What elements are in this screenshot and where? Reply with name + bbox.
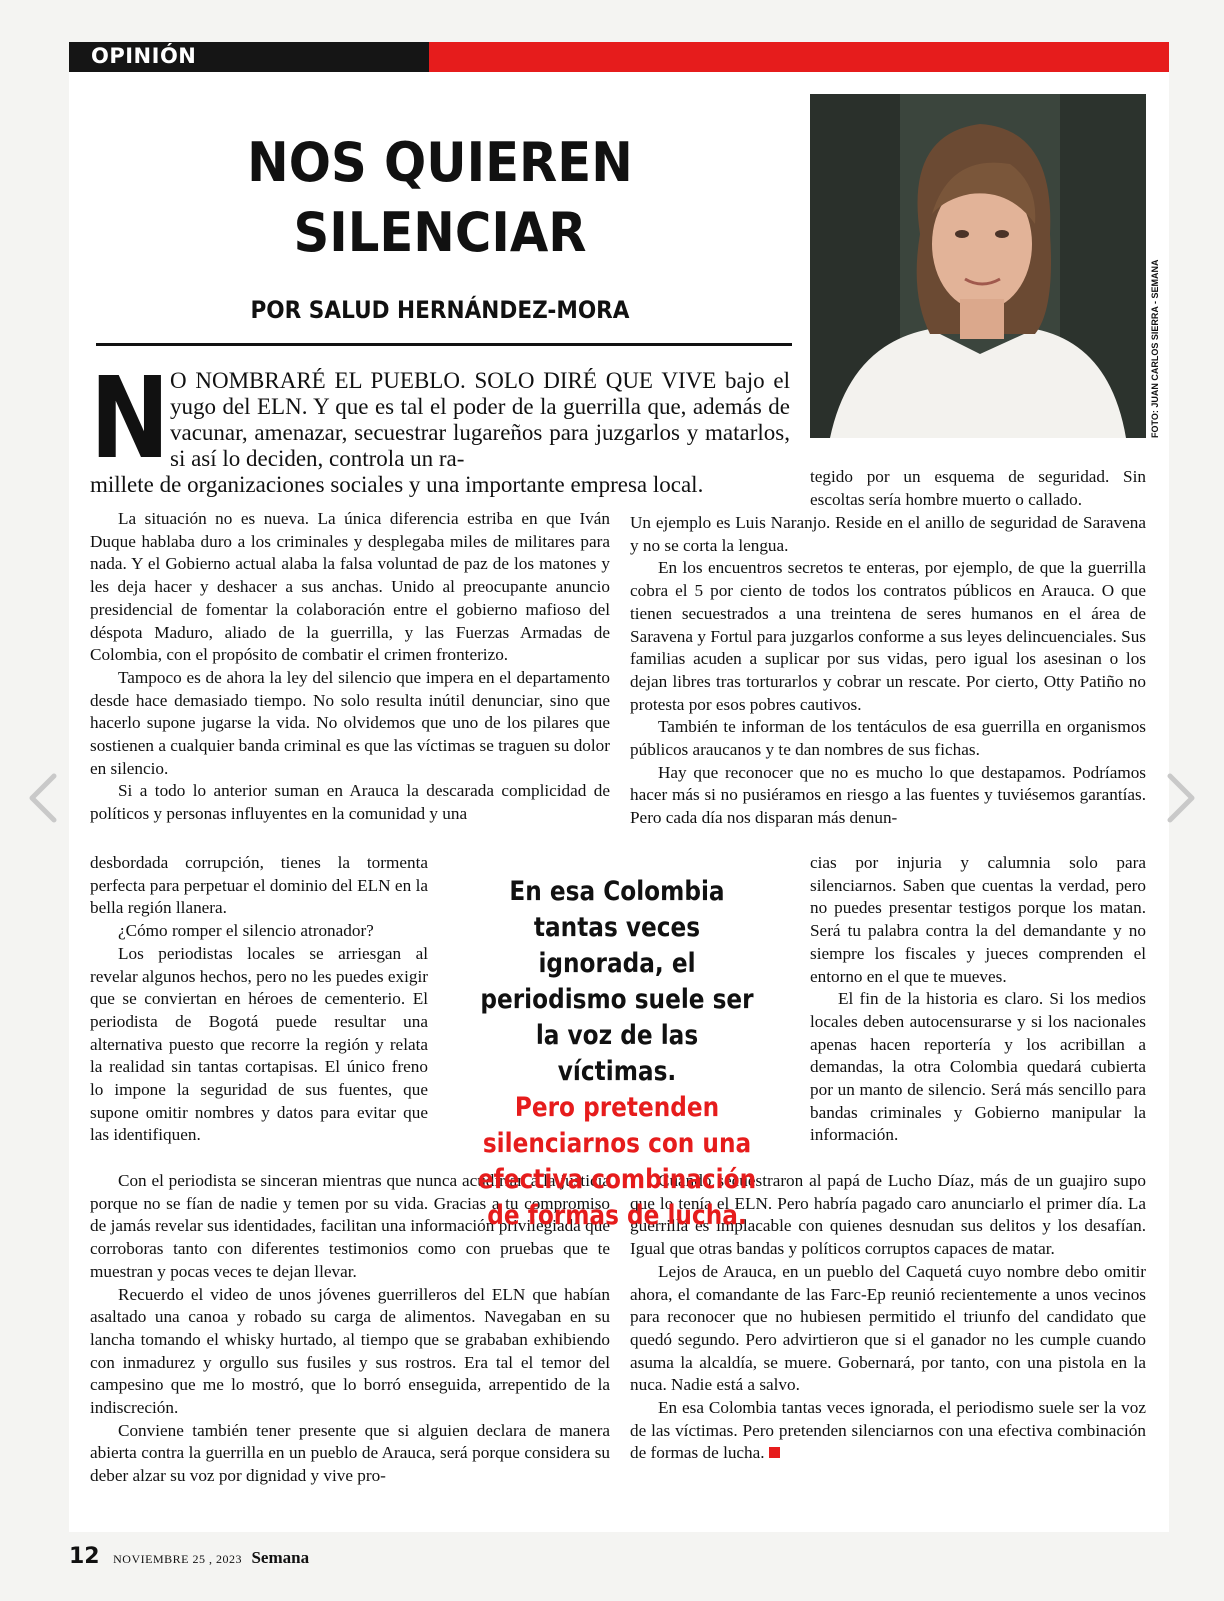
paragraph: Los periodistas locales se arriesgan al revelar algunos hechos, pero no les puedes exigir que se conviertan en héroes de cementerio. El periodista de Bogotá puede resultar una alternativa puesto que recorre la región y relata la realidad sin tantas cortapisas. El único freno lo impone la seguridad de sus fuentes, que supone omitir nombres y datos para evitar que las identifiquen. — [90, 943, 428, 1145]
pull-quote-black: En esa Colombia tantas veces ignorada, el periodismo suele ser la voz de las víctimas. — [480, 876, 754, 1087]
lead-rest: bajo el yugo del ELN. Y que es tal el poder de la guerrilla que, además de vacunar, amenazar, secuestrar lugareños para juzgarlos y matarlos, si así lo deciden, controla un ra- — [170, 368, 790, 471]
paragraph: tegido por un esquema de seguridad. Sin escoltas sería hombre muerto o callado. — [810, 467, 1146, 509]
headline: NOS QUIEREN SILENCIAR — [247, 131, 633, 264]
next-page-icon[interactable] — [1164, 773, 1198, 823]
paragraph — [630, 1397, 1146, 1465]
end-mark — [769, 1447, 780, 1458]
paragraph: Recuerdo el video de unos jóvenes guerrilleros del ELN que habían asaltado una canoa y robado su carga de alimentos. Navegaban en su lancha tomando el whisky hurtado, al tiempo que se grababan exhibiendo con inmadurez y orgullo sus fusiles y sus rostros. Era tal el temor del campesino que me lo mostró, que lo borró enseguida, arrepentido de la indiscreción. — [90, 1284, 610, 1418]
paragraph: En los encuentros secretos te enteras, por ejemplo, de que la guerrilla cobra el 5 por ciento de todos los contratos públicos en Arauca. O que tienen secuestrados a una treintena de seres humanos en el área de Saravena y Fortul para juzgarlos conforme a sus leyes delincuenciales. Sus familias acuden a suplicar por sus vidas, pero igual los asesinan o los dejan libres tras torturarlos y cobrar un rescate. Por cierto, Otty Patiño no protesta por esos pobres cautivos. — [630, 558, 1146, 714]
paragraph: La situación no es nueva. La única diferencia estriba en que Iván Duque hablaba duro a los criminales y desplegaba miles de militares para nada. Y el Gobierno actual alaba la falsa voluntad de paz de los matones y les deja hacer y deshacer a sus anchas. Unido al preocupante anuncio presidencial de fomentar la colaboración entre el gobierno mafioso del déspota Maduro, aliado de la guerrilla, y las Fuerzas Armadas de Colombia, con el propósito de combatir el crimen fronterizo. — [90, 509, 610, 665]
paragraph: ¿Cómo romper el silencio atronador? — [118, 921, 374, 941]
pull-quote-red: Pero pretenden silenciarnos con una efectiva combinación de formas de lucha. — [477, 1092, 757, 1231]
section-bar — [69, 42, 1169, 72]
page-footer — [69, 1544, 309, 1569]
lead-upper: O NOMBRARÉ EL PUEBLO. SOLO DIRÉ QUE VIVE — [170, 368, 717, 393]
paragraph: Un ejemplo es Luis Naranjo. Reside en el anillo de seguridad de Saravena y no se corta la lengua. — [630, 513, 1146, 555]
lead-paragraph — [170, 368, 790, 472]
page-number: 12 — [69, 1544, 100, 1569]
section-label: OPINIÓN — [91, 44, 197, 68]
author-photo — [810, 94, 1146, 438]
column-1-narrow — [90, 852, 428, 1147]
paragraph: desbordada corrupción, tienes la tormenta perfecta para perpetuar el dominio del ELN en la bella región llanera. — [90, 853, 428, 918]
issue-date: NOVIEMBRE 25 , 2023 — [113, 1552, 242, 1566]
paragraph: Hay que reconocer que no es mucho lo que destapamos. Podríamos hacer más si no pusiéramos en riesgo a las fuentes y tuviésemos garantías. Pero cada día nos disparan más denun- — [630, 762, 1146, 828]
previous-page-icon[interactable] — [26, 773, 60, 823]
paragraph: Conviene también tener presente que si alguien declara de manera abierta contra la guerrilla en un pueblo de Arauca, será porque considera su deber alzar su voz por dignidad y vive pro- — [90, 1420, 610, 1486]
paragraph: cias por injuria y calumnia solo para silenciarnos. Saben que cuentas la verdad, pero no puedes presentar testigos porque los matan. Será tu palabra contra la del demandante y no siempre los fiscales y jueces comprenden el entorno en el que te mueves. — [810, 853, 1146, 986]
paragraph: Cuando secuestraron al papá de Lucho Díaz, más de un guajiro supo que lo tenía el ELN. Pero habría pagado caro anunciarlo el primer día. La guerrilla es implacable con quienes desnudan sus delitos y los desafían. Igual que otras bandas y políticos corruptos capaces de matar. — [630, 1171, 1146, 1259]
column-2-mid — [630, 512, 1146, 830]
paragraph: Con el periodista se sinceran mientras que nunca acudirían a la justicia porque no se fían de nadie y temen por su vida. Gracias a tu compromiso de jamás revelar sus identidades, facilitan una información privilegiada que corroboras tanto con diferentes testimonios como con pruebas que te muestran y pocas veces te dejan llevar. — [90, 1171, 610, 1281]
magazine-name: Semana — [251, 1548, 310, 1567]
photo-credit: FOTO: JUAN CARLOS SIERRA - SEMANA — [1150, 259, 1160, 438]
lead-last-line: millete de organizaciones sociales y una importante empresa local. — [90, 472, 704, 497]
byline: POR SALUD HERNÁNDEZ-MORA — [250, 296, 630, 324]
paragraph: Tampoco es de ahora la ley del silencio que impera en el departamento desde hace demasiado tiempo. No solo resulta inútil denunciar, sino que hacerlo supone jugarse la vida. No olvidemos que uno de los pilares que sostienen a cualquier banda criminal es que las víctimas se traguen su dolor en silencio. — [90, 667, 610, 778]
column-1-top — [90, 508, 610, 826]
paragraph: Lejos de Arauca, en un pueblo del Caquetá cuyo nombre debo omitir ahora, el comandante de las Farc-Ep reunió recientemente a unos vecinos para reconocer que no hubiesen permitido el triunfo del candidato que quedó segundo. Pero advirtieron que si el ganador no les cumple cuando asuma la alcaldía, se muere. Gobernará, por tanto, con una pistola en la nuca. Nadie está a salvo. — [630, 1261, 1146, 1395]
column-2-narrow — [810, 852, 1146, 1147]
closing-text: En esa Colombia tantas veces ignorada, el periodismo suele ser la voz de las víctimas. Pero pretenden silenciarnos con una efectiva combinación de formas de lucha. — [630, 1398, 1146, 1463]
column-2-top — [810, 466, 1146, 511]
paragraph: El fin de la historia es claro. Si los medios locales deben autocensurarse y si los nacionales apenas hacen reportería y los acribillan a demandas, la otra Colombia quedará cubierta por un manto de silencio. Será más sencillo para bandas criminales y Gobierno manipular la información. — [810, 989, 1146, 1145]
drop-cap: N — [90, 354, 170, 484]
pull-quote — [452, 874, 782, 1234]
paragraph: También te informan de los tentáculos de esa guerrilla en organismos públicos araucanos y te dan nombres de sus fichas. — [630, 717, 1146, 760]
paragraph: Si a todo lo anterior suman en Arauca la descarada complicidad de políticos y personas influyentes en la comunidad y una — [90, 781, 610, 824]
title-rule — [96, 343, 792, 346]
